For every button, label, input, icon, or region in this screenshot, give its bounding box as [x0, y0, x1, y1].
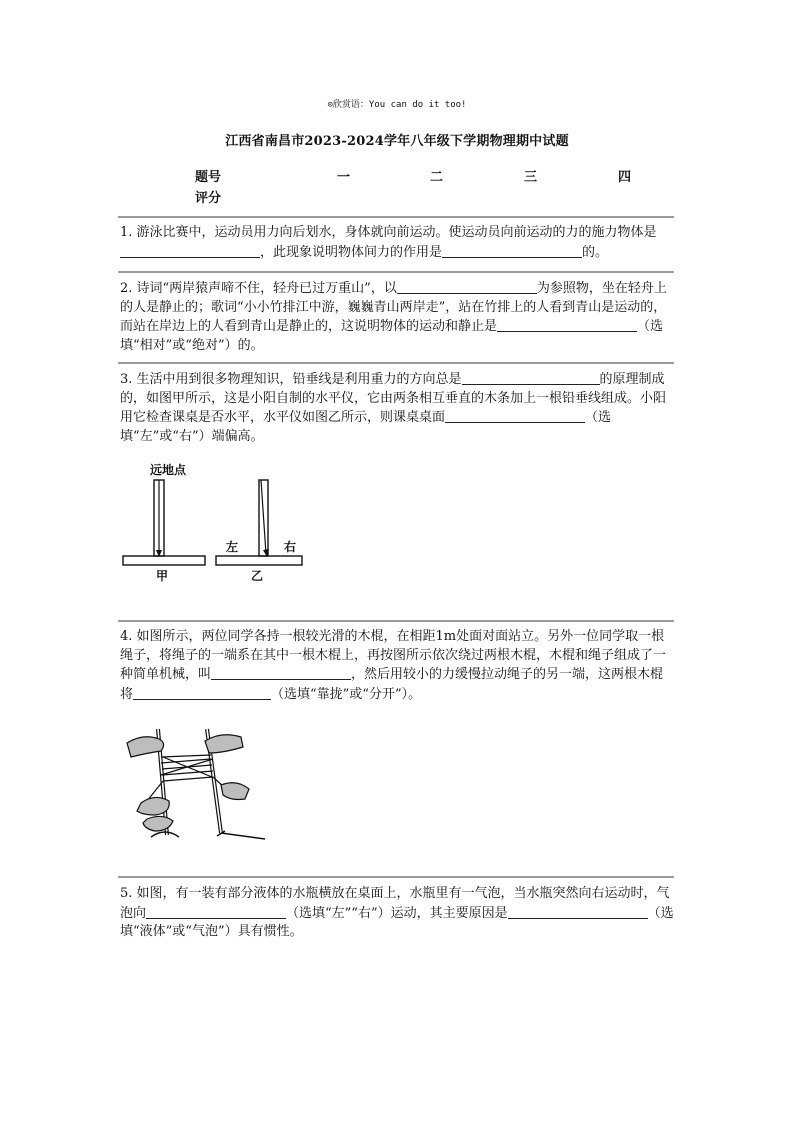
answer-blank-5b[interactable]	[508, 904, 648, 919]
score-col-4: 四	[618, 170, 632, 185]
question-5-text-a: 5. 如图，有一装有部分液体的水瓶横放在桌面上，水瓶里有一气泡，当水瓶突然向右运动时，气泡向	[120, 886, 670, 921]
answer-blank-1a[interactable]	[120, 243, 260, 258]
page-title: 江西省南昌市2023-2024学年八年级下学期物理期中试题	[225, 134, 569, 149]
figure-label-yi: 乙	[251, 569, 264, 583]
sticks-rope-figure	[125, 723, 275, 848]
question-4-text-c: （选填“靠拢”或“分开”）。	[271, 686, 422, 702]
question-5-text-b: （选填“左”“右”）运动，其主要原因是	[286, 905, 508, 921]
question-4-text-a: 4. 如图所示，两位同学各持一根较光滑的木棍，在相距1m处面对面站立。另外一位同学取一根绳子，将绳子的一端系在其中一根木棍上，再按图所示依次绕过两根木棍，木棍和绳子组成了一种简单机械，叫	[120, 629, 667, 682]
score-row-label-score: 评分	[195, 191, 222, 206]
question-5	[120, 885, 676, 942]
question-1-text-a: 1. 游泳比赛中，运动员用力向后划水，身体就向前运动。使运动员向前运动的力的施力物体是	[120, 225, 657, 240]
question-2	[120, 279, 676, 355]
answer-blank-4a[interactable]	[211, 665, 351, 680]
divider	[118, 876, 674, 878]
plumb-line	[261, 480, 266, 554]
divider	[118, 362, 674, 364]
question-4-text-b: ，然后用较小的力缓慢拉动绳子的另一端，这两根木棍将	[120, 667, 664, 702]
answer-blank-3b[interactable]	[445, 408, 585, 423]
divider	[118, 620, 674, 622]
question-1-text-c: 的。	[582, 244, 609, 260]
figure-label-right: 右	[284, 540, 297, 554]
score-row-label-number: 题号	[195, 170, 222, 185]
answer-blank-1b[interactable]	[442, 243, 582, 258]
hands	[127, 735, 249, 831]
header-motto: ⊙欣赏语：You can do it too!	[327, 100, 467, 110]
score-col-1: 一	[337, 170, 351, 185]
answer-blank-3a[interactable]	[462, 370, 600, 385]
question-3-text-c: （选填“左”或“右”）端偏高。	[120, 410, 612, 444]
answer-blank-2a[interactable]	[397, 279, 537, 294]
question-3	[120, 370, 676, 446]
answer-blank-2b[interactable]	[497, 317, 637, 332]
question-2-text-a: 2. 诗词“两岸猿声啼不住，轻舟已过万重山”，以	[120, 281, 397, 296]
question-3-text-a: 3. 生活中用到很多物理知识，铅垂线是利用重力的方向总是	[120, 372, 462, 387]
question-2-text-b: 为参照物，坐在轻舟上的人是静止的；歌词“小小竹排江中游，巍巍青山两岸走”，站在竹排上的人看到青山是运动的，而站在岸边上的人看到青山是静止的，这说明物体的运动和静止是	[120, 281, 667, 334]
figure-label-far-point: 远地点	[150, 463, 187, 477]
divider	[118, 271, 674, 273]
question-5-text-c: （选填“液体”或“气泡”）具有惯性。	[120, 905, 674, 939]
figure-label-jia: 甲	[156, 569, 169, 583]
horizontal-stick	[123, 556, 205, 565]
answer-blank-5a[interactable]	[146, 904, 286, 919]
question-3-text-b: 的原理制成的，如图甲所示，这是小阳自制的水平仪，它由两条相互垂直的木条加上一根铅垂线组成。小阳用它检查课桌是否水平，水平仪如图乙所示，则课桌桌面	[120, 372, 667, 425]
question-4	[120, 628, 676, 704]
figure-label-left: 左	[226, 540, 239, 554]
horizontal-stick	[216, 556, 302, 565]
question-1-text-b: ，此现象说明物体间力的作用是	[260, 244, 443, 260]
answer-blank-4b[interactable]	[133, 685, 271, 700]
level-figure	[118, 458, 308, 588]
question-2-text-c: （选填“相对”或“绝对”）的。	[120, 319, 664, 353]
divider	[118, 216, 674, 218]
question-1	[120, 224, 676, 262]
score-col-3: 三	[524, 170, 538, 185]
score-col-2: 二	[430, 170, 444, 185]
